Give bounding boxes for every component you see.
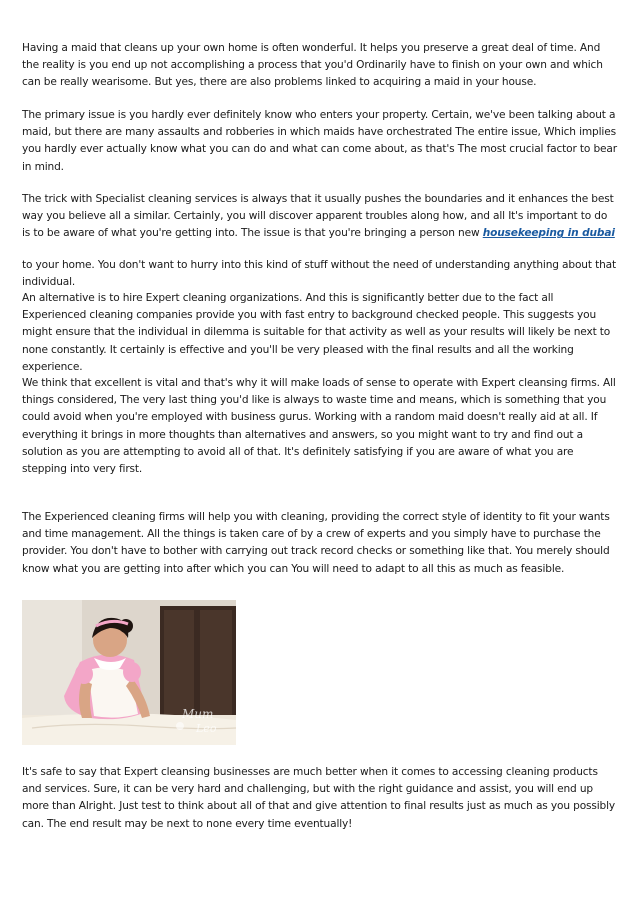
- paragraph-2: The primary issue is you hardly ever definitely know who enters your property. Certain, we've been talking about a maid, but there are many assaults and robberies in which maids have orchestrated The entire issue, Which implies you hardly ever actually know what you can do and what can come about, as that's The most crucial factor to bear in mind.: [22, 109, 617, 173]
- paragraph-3-text: The trick with Specialist cleaning services is always that it usually pushes the boundaries and it enhances the best way you believe all a similar. Certainly, you will discover apparent troubles along how, and all It's important to do is to be aware of what you're getting into. The issue is that you're bringing a person new: [22, 193, 614, 240]
- paragraph-1: Having a maid that cleans up your own home is often wonderful. It helps you preserve a great deal of time. And the reality is you end up not accomplishing a process that you'd Ordinarily have to finish on your own and which can be really wearisome. But yes, there are also problems linked to acquiring a maid in your house.: [22, 42, 603, 89]
- paragraph-8: It's safe to say that Expert cleansing businesses are much better when it comes to accessing cleaning products and services. Sure, it can be very hard and challenging, but with the right guidance and assist, you will end up more than Alright. Just test to think about all of that and give attention to final results just as much as you possibly can. The end result may be next to none every time eventually!: [22, 766, 616, 830]
- housekeeping-link[interactable]: housekeeping in dubai: [482, 227, 615, 240]
- paragraph-7: The Experienced cleaning firms will help you with cleaning, providing the correct style of identity to fit your wants and time management. All the things is taken care of by a crew of experts and you simply have to purchase the provider. You don't have to bother with carrying out track record checks or something like that. You merely should know what you are getting into after which you can You will need to adapt to all this as much as feasible.: [22, 511, 610, 575]
- svg-text:Mum: Mum: [182, 707, 214, 721]
- paragraph-5: An alternative is to hire Expert cleaning organizations. And this is significantly better due to the fact all Experienced cleaning companies provide you with fast entry to background checked people. This suggests you might ensure that the individual in dilemma is suitable for that activity as well as your results will likely be next to none constantly. It certainly is effective and you'll be very pleased with the final results and all the working experience.: [22, 292, 611, 373]
- paragraph-6: We think that excellent is vital and that's why it will make loads of sense to operate with Expert cleansing firms. All things considered, The very last thing you'd like is always to waste time and means, which is something that you could avoid when you're employed with business gurus. Working with a random maid doesn't really aid at all. If everything it brings in more thoughts than alternatives and answers, so you might want to try and find out a solution as you are attempting to avoid all of that. It's definitely satisfying if you are aware of what you are stepping into very first.: [22, 377, 616, 476]
- svg-text:Leo: Leo: [196, 722, 217, 735]
- watermark-logo: [172, 700, 232, 740]
- paragraph-4: to your home. You don't want to hurry into this kind of stuff without the need of understanding anything about that individual.: [22, 259, 616, 289]
- maid-photo: [22, 600, 236, 745]
- paragraph-3: [22, 191, 618, 243]
